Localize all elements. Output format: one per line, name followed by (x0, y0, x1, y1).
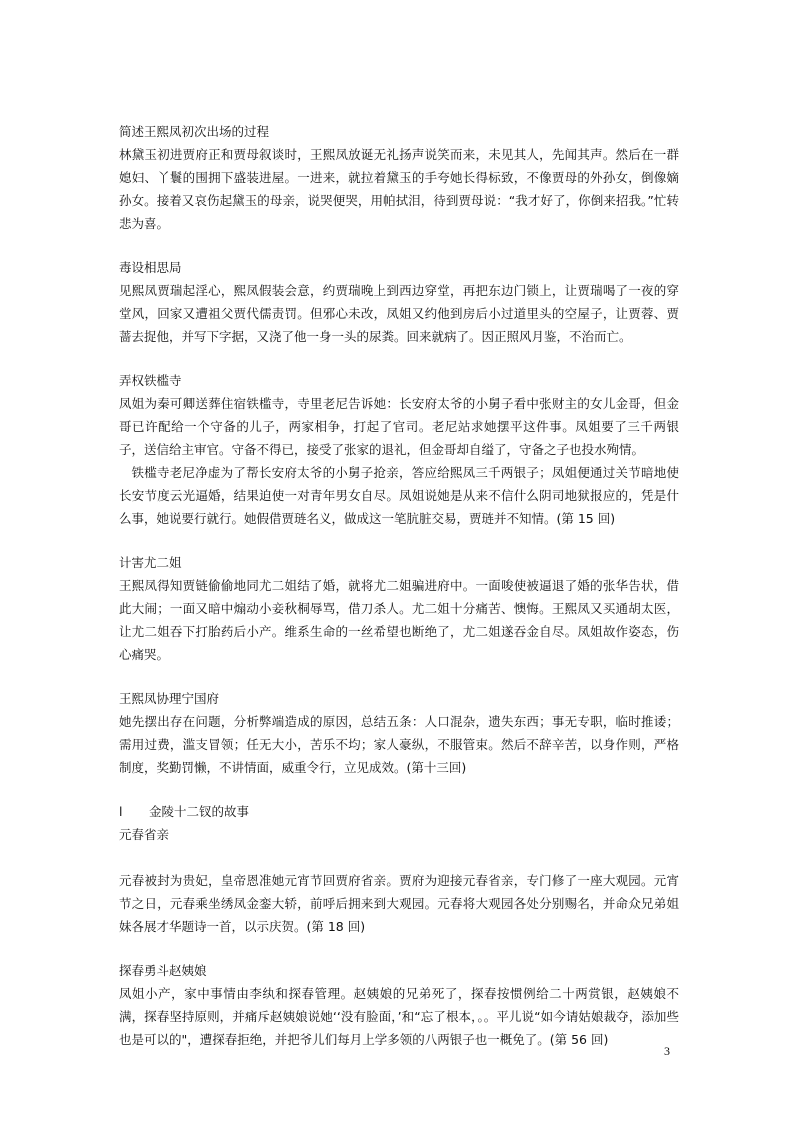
section-paragraph: 铁槛寺老尼净虚为了帮长安府太爷的小舅子抢亲，答应给熙凤三千两银子；凤姐便通过关节暗地使长安节度云光逼婚，结果迫使一对青年男女自尽。凤姐说她是从来不信什么阴司地狱报应的，凭是什么事，她说要行就行。她假借贾琏名义，做成这一笔肮脏交易，贾琏并不知情。(第 15 回) (119, 465, 679, 526)
section-twelve-beauties (119, 800, 679, 938)
section-paragraph: 见熙凤贾瑞起淫心，熙凤假装会意，约贾瑞晚上到西边穿堂，再把东边门锁上，让贾瑞喝了一夜的穿堂风，回家又遭祖父贾代儒责罚。但邪心未改，凤姐又约他到房后小过道里头的空屋子，让贾蓉、贾蔷去捉他，并写下字据，又浇了他一身一头的尿粪。回来就病了。因正照风月鉴，不治而亡。 (119, 283, 679, 344)
section-heading: 计害尤二姐 (119, 555, 182, 570)
subsection-paragraph: 凤姐小产，家中事情由李纨和探春管理。赵姨娘的兄弟死了，探春按惯例给二十两赏银，赵姨娘不满，探春坚持原则，并痛斥赵姨娘说她‘‘没有脸面，’和“忘了根本，。。平儿说“如今请姑娘裁夺，添加些也是可以的"，遭探春拒绝，并把爷儿们每月上学多领的八两银子也一概免了。(第 56 回) (119, 986, 679, 1047)
section-lovesick-trap (119, 256, 679, 348)
section-ningguo-mansion (119, 687, 679, 779)
blank-line (119, 846, 679, 869)
section-you-erjie (119, 551, 679, 666)
section-paragraph: 林黛玉初进贾府正和贾母叙谈时，王熙凤放诞无礼扬声说笑而来，未见其人，先闻其声。然后在一群媳妇、丫鬟的围拥下盛装进屋。一进来，就拉着黛玉的手夸她长得标致，不像贾母的外孙女，倒像嫡孙女。接着又哀伤起黛玉的母亲，说哭便哭，用帕拭泪，待到贾母说：“我才好了，你倒来招我。”忙转悲为喜。 (119, 147, 679, 231)
section-heading: 弄权铁槛寺 (119, 373, 182, 388)
section-wang-xifeng-debut (119, 120, 679, 235)
subsection-heading: 探春勇斗赵姨娘 (119, 963, 207, 978)
section-tiekan-temple (119, 369, 679, 530)
document-body (119, 120, 679, 1072)
section-paragraph: 王熙凤得知贾链偷偷地同尤二姐结了婚，就将尤二姐骗进府中。一面唆使被逼退了婚的张华告状，借此大闹；一面又暗中煽动小妾秋桐辱骂，借刀杀人。尤二姐十分痛苦、懊悔。王熙凤又买通胡太医，让尤二姐吞下打胎药后小产。维系生命的一丝希望也断绝了，尤二姐遂吞金自尽。凤姐故作姿态，伤心痛哭。 (119, 578, 679, 662)
bullet-marker: l (119, 804, 123, 819)
subsection-paragraph: 元春被封为贵妃，皇帝恩准她元宵节回贾府省亲。贾府为迎接元春省亲，专门修了一座大观园。元宵节之日，元春乘坐绣凤金銮大轿，前呼后拥来到大观园。元春将大观园各处分别赐名，并命众兄弟姐妹各展才华题诗一首，以示庆贺。(第 18 回) (119, 873, 679, 934)
section-heading: 简述王熙凤初次出场的过程 (119, 124, 270, 139)
section-paragraph: 她先摆出存在问题，分析弊端造成的原因，总结五条：人口混杂，遗失东西；事无专职，临时推诿；需用过费，滥支冒领；任无大小，苦乐不均；家人豪纵，不服管束。然后不辞辛苦，以身作则，严格制度，奖勤罚懒，不讲情面，威重令行，立见成效。(第十三回) (119, 714, 679, 775)
list-item (119, 800, 679, 823)
page-number: 3 (664, 1044, 670, 1058)
subsection-heading: 元春省亲 (119, 827, 170, 842)
section-heading: 王熙凤协理宁国府 (119, 691, 220, 706)
list-item-text: 金陵十二钗的故事 (149, 804, 250, 819)
section-tanchun (119, 959, 679, 1051)
section-paragraph: 凤姐为秦可卿送葬住宿铁槛寺，寺里老尼告诉她：长安府太爷的小舅子看中张财主的女儿金哥，但金哥已许配给一个守备的儿子，两家相争，打起了官司。老尼站求她摆平这件事。凤姐要了三千两银子，送信给主审官。守备不得已，接受了张家的退礼，但金哥却自缢了，守备之子也投水殉情。 (119, 396, 679, 457)
section-heading: 毒设相思局 (119, 260, 182, 275)
